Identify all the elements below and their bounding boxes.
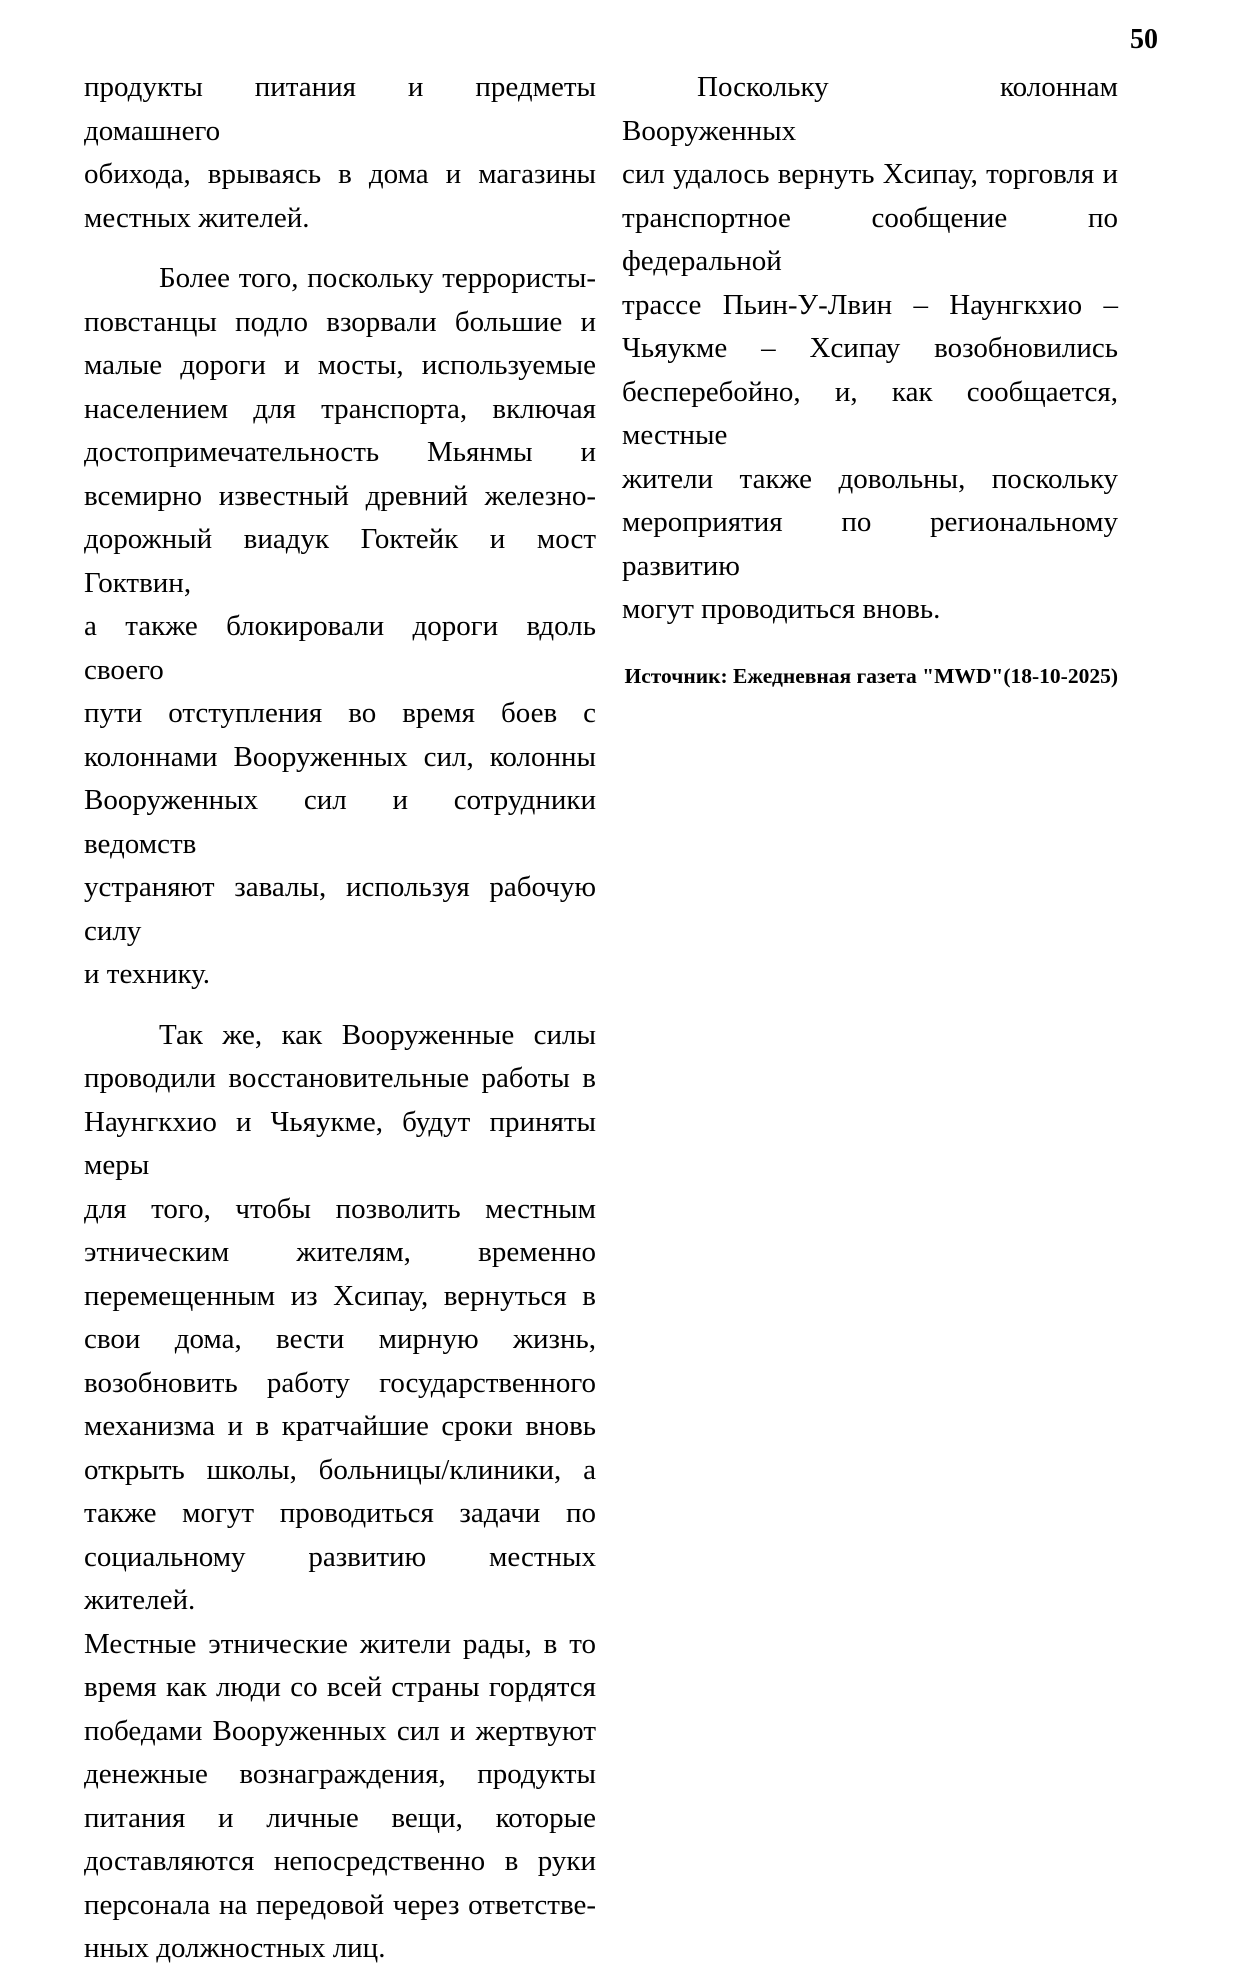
paragraph [84,66,596,240]
text-line: повстанцы подло взорвали большие и [84,305,596,338]
text-line: для того, чтобы позволить местным [84,1192,596,1225]
text-line: Более того, поскольку террористы- [159,262,596,294]
text-line: перемещенным из Хсипау, вернуться в [84,1279,596,1312]
text-line: время как люди со всей страны гордятся [84,1671,596,1703]
text-line: доставляются непосредственно в руки [84,1845,596,1877]
text-line: персонала на передовой через ответстве- [84,1888,596,1921]
left-column [84,66,596,1988]
text-line: устраняют завалы, используя рабочую силу [84,871,596,947]
text-line: механизма и в кратчайшие сроки вновь [84,1410,596,1442]
text-line: Чьяукме – Хсипау возобновились [622,332,1118,364]
text-line: жители также довольны, поскольку [622,462,1118,495]
text-line: проводили восстановительные работы в [84,1062,596,1094]
text-line: Местные этнические жители рады, в то [84,1627,596,1660]
text-line: открыть школы, больницы/клиники, а [84,1453,596,1486]
text-line: колоннами Вооруженных сил, колонны [84,740,596,773]
text-line: малые дороги и мосты, используемые [84,349,596,381]
text-line: населением для транспорта, включая [84,392,596,425]
text-line: Наунгкхио и Чьяукме, будут приняты меры [84,1105,596,1181]
text-line: всемирно известный древний железно- [84,479,596,512]
text-line: местных жителей. [84,201,310,234]
text-line: а также блокировали дороги вдоль своего [84,610,596,686]
text-line: достопримечательность Мьянмы и [84,436,596,468]
text-line: мероприятия по региональному развитию [622,506,1118,582]
text-line: обихода, врываясь в дома и магазины [84,158,596,190]
text-line: сил удалось вернуть Хсипау, торговля и [622,158,1118,190]
paragraph [84,257,596,997]
text-line: победами Вооруженных сил и жертвуют [84,1714,596,1747]
text-line: Так же, как Вооруженные силы [159,1018,596,1051]
text-line: денежные вознаграждения, продукты [84,1758,596,1790]
text-line: возобновить работу государственного [84,1366,596,1399]
text-line: пути отступления во время боев с [84,697,596,729]
page-number: 50 [1130,24,1158,55]
text-line: Вооруженных сил и сотрудники ведомств [84,784,596,860]
text-line: питания и личные вещи, которые [84,1801,596,1834]
right-column [622,66,1118,690]
text-line: этническим жителям, временно [84,1236,596,1268]
text-line: бесперебойно, и, как сообщается, местные [622,375,1118,451]
paragraph [622,66,1118,632]
text-line: дорожный виадук Гоктейк и мост Гоктвин, [84,523,596,599]
text-line: социальному развитию местных жителей. [84,1540,596,1616]
text-line: и технику. [84,958,210,990]
text-line: также могут проводиться задачи по [84,1497,596,1529]
text-line: транспортное сообщение по федеральной [622,201,1118,277]
text-line: свои дома, вести мирную жизнь, [84,1323,596,1355]
source-line: Источник: Ежедневная газета "MWD"(18-10-2025) [624,663,1118,688]
text-line: Поскольку колоннам Вооруженных [622,71,1118,147]
text-line: могут проводиться вновь. [622,593,941,625]
text-line: нных должностных лиц. [84,1932,386,1964]
text-line: продукты питания и предметы домашнего [84,71,596,147]
text-line: трассе Пьин-У-Лвин – Наунгкхио – [622,288,1118,321]
paragraph [84,1014,596,1971]
